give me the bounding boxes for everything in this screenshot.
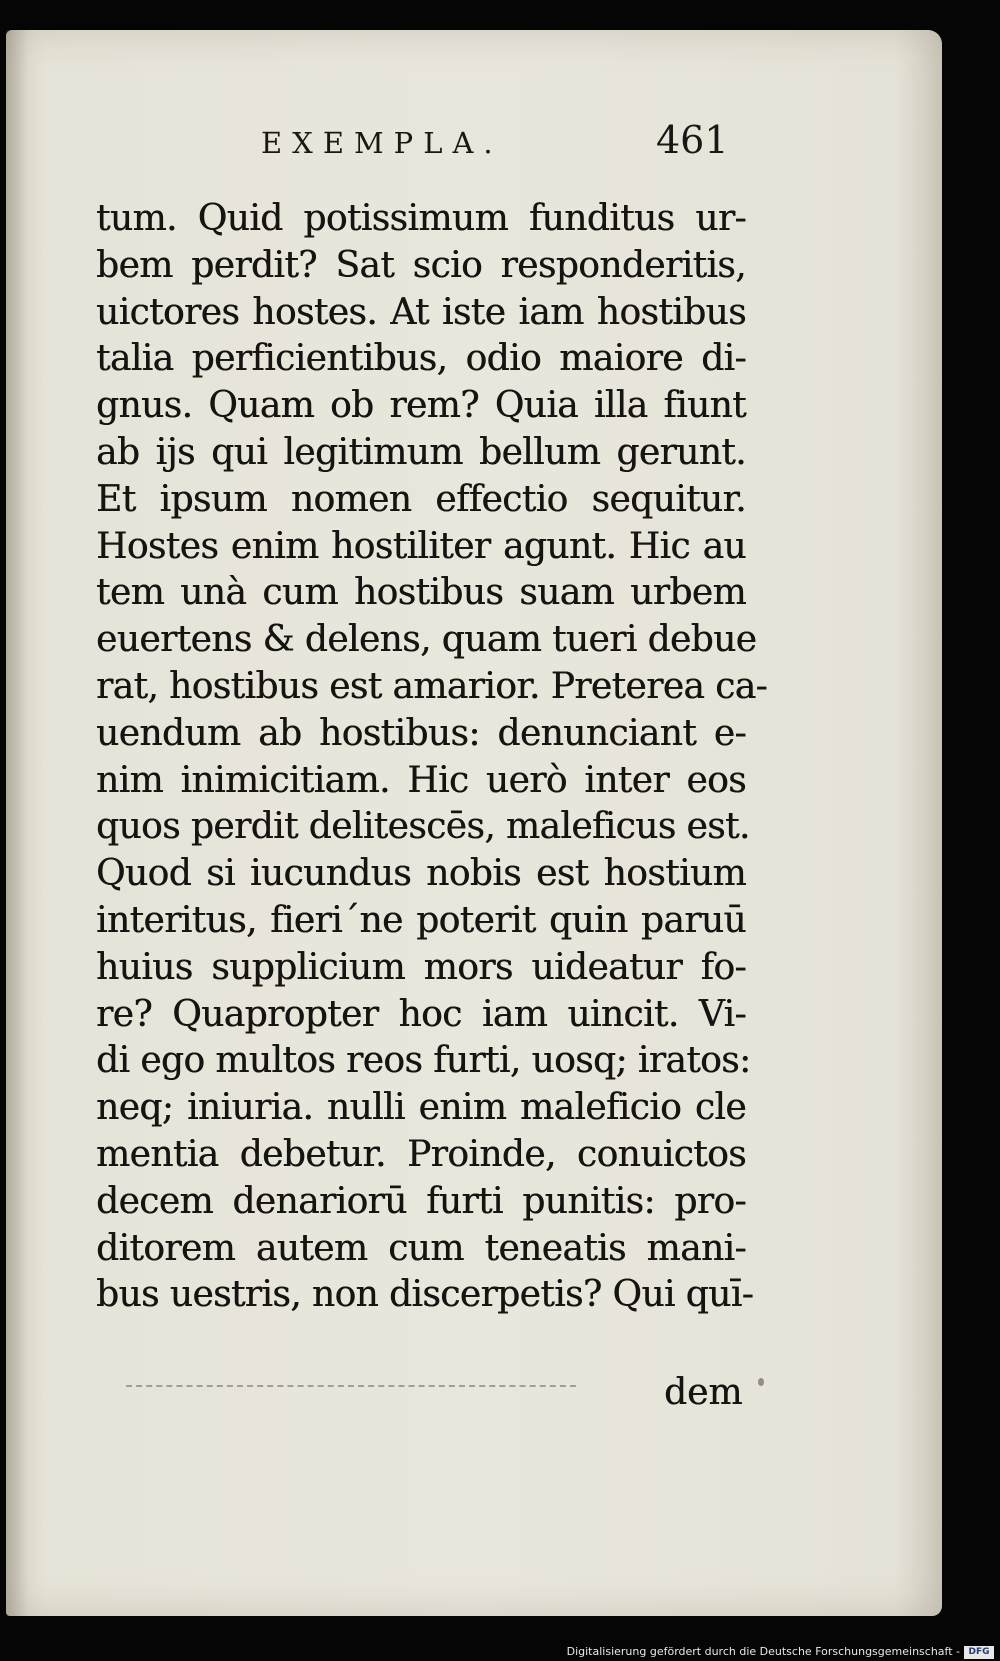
text-line: di ego multos reos furti, uosq; iratos: (96, 1040, 751, 1082)
text-line: talia perficientibus, odio maiore di- (96, 338, 746, 380)
page-gutter-shadow (6, 30, 28, 1616)
text-line: uictores hostes. At iste iam hostibus (96, 291, 746, 333)
text-line: mentia debetur. Proinde, conuictos (96, 1133, 746, 1175)
ink-offset-rule (126, 1385, 576, 1387)
running-head-title: EXEMPLA. (261, 126, 503, 160)
text-line: interitus, fieri´ne poterit quin paruū (96, 899, 746, 941)
text-line: ditorem autem cum teneatis mani- (96, 1227, 746, 1269)
text-line: bem perdit? Sat scio responderitis, (96, 244, 746, 286)
text-line: tem unà cum hostibus suam urbem (96, 572, 746, 614)
page-number: 461 (656, 118, 729, 162)
text-line: euertens & delens, quam tueri debue (96, 619, 757, 661)
dfg-logo: DFG (964, 1646, 994, 1659)
text-block (96, 196, 768, 1319)
text-line: tum. Quid potissimum funditus ur- (96, 198, 746, 239)
text-line: Et ipsum nomen effectio sequitur. (96, 478, 746, 520)
text-line: rat, hostibus est amarior. Preterea ca- (96, 665, 768, 707)
text-line: Hostes enim hostiliter agunt. Hic au (96, 525, 746, 567)
text-line: bus uestris, non discerpetis? Qui quī- (96, 1274, 754, 1316)
text-line: Quod si iucundus nobis est hostium (96, 853, 746, 895)
text-line: neq; iniuria. nulli enim maleficio cle (96, 1087, 746, 1129)
text-line: gnus. Quam ob rem? Quia illa fiunt (96, 385, 746, 427)
running-head (6, 114, 942, 170)
text-line: huius supplicium mors uideatur fo- (96, 946, 746, 988)
text-line: quos perdit delitescēs, maleficus est. (96, 806, 750, 848)
paper-speck (758, 1378, 764, 1386)
catchword: dem (664, 1372, 743, 1413)
book-page (6, 30, 942, 1616)
text-line: nim inimicitiam. Hic uerò inter eos (96, 759, 746, 801)
digitization-credit: Digitalisierung gefördert durch die Deutsche Forschungsgemeinschaft - (566, 1645, 960, 1658)
text-line: uendum ab hostibus: denunciant e- (96, 712, 746, 754)
text-line: ab ijs qui legitimum bellum gerunt. (96, 431, 746, 473)
text-line: re? Quapropter hoc iam uincit. Vi- (96, 993, 746, 1035)
text-line: decem denariorū furti punitis: pro- (96, 1180, 746, 1222)
